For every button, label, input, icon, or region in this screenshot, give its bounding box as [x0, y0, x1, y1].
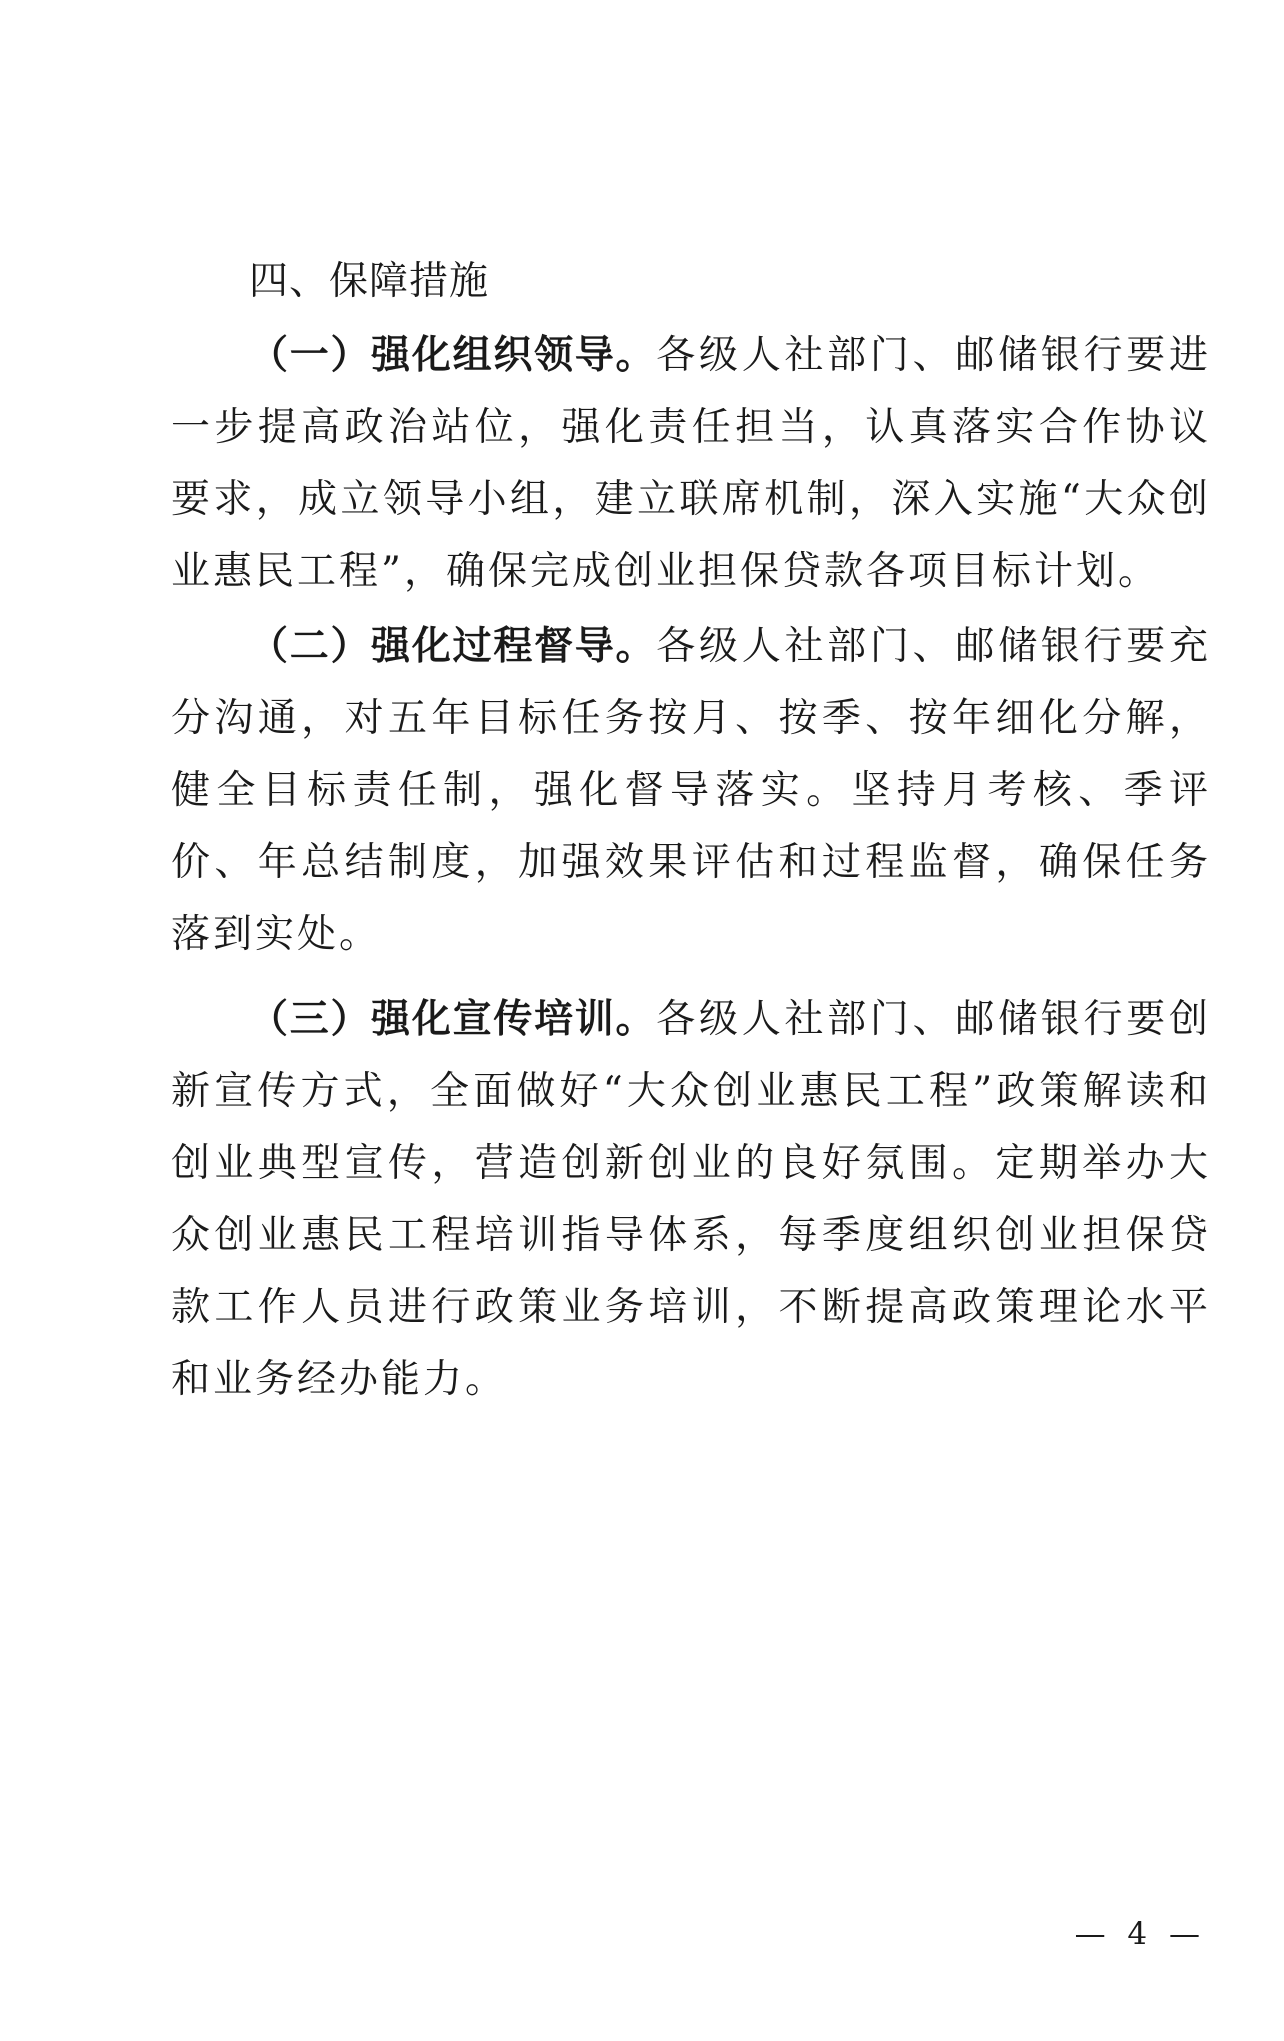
paragraph-organization-leadership [171, 319, 1211, 608]
section-heading: 四、保障措施 [249, 259, 490, 304]
paragraph-lead: （三）强化宣传培训。 [249, 996, 657, 1042]
paragraph-process-supervision [171, 610, 1211, 971]
document-body [171, 245, 1211, 1416]
paragraph-lead: （二）强化过程督导。 [249, 623, 657, 669]
paragraph-publicity-training [171, 983, 1211, 1416]
page-number: — 4 — [1074, 1916, 1206, 1952]
paragraph-lead: （一）强化组织领导。 [249, 332, 657, 378]
paragraph-body: 各级人社部门、邮储银行要进一步提高政治站位，强化责任担当，认真落实合作协议要求，成立领导小组，建立联席机制，深入实施“大众创业惠民工程”，确保完成创业担保贷款各项目标计划。 [171, 333, 1211, 594]
paragraph-body: 各级人社部门、邮储银行要创新宣传方式，全面做好“大众创业惠民工程”政策解读和创业典型宣传，营造创新创业的良好氛围。定期举办大众创业惠民工程培训指导体系，每季度组织创业担保贷款工作人员进行政策业务培训，不断提高政策理论水平和业务经办能力。 [171, 997, 1211, 1402]
paragraph-body: 各级人社部门、邮储银行要充分沟通，对五年目标任务按月、按季、按年细化分解，健全目标责任制，强化督导落实。坚持月考核、季评价、年总结制度，加强效果评估和过程监督，确保任务落到实处。 [171, 624, 1211, 957]
